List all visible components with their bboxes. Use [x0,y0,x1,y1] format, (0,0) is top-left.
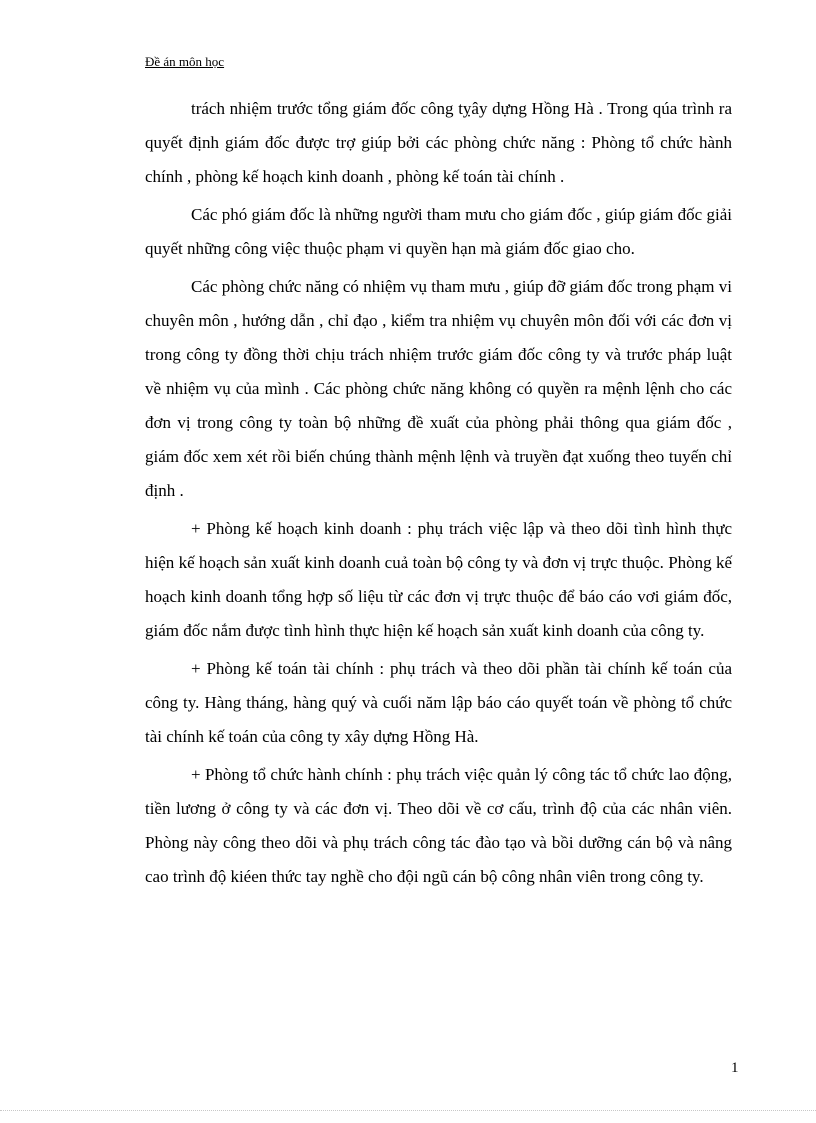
paragraph-business-planning: + Phòng kế hoạch kinh doanh : phụ trách việc lập và theo dõi tình hình thực hiện kế hoạch sản xuất kinh doanh cuả toàn bộ công ty và đơn vị trực thuộc. Phòng kế hoạch kinh doanh tổng hợp số liệu từ các đơn vị trực thuộc để báo cáo vơi giám đốc, giám đốc nắm được tình hình thực hiện kế hoạch sản xuất kinh doanh của công ty. [145,519,732,640]
page-number: 1 [731,1060,739,1076]
paragraph-continuation: trách nhiệm trước tổng giám đốc công tỵây dựng Hồng Hà . Trong qúa trình ra quyết định giám đốc được trợ giúp bởi các phòng chức năng : Phòng tổ chức hành chính , phòng kế hoạch kinh doanh , phòng kế toán tài chính . [145,99,732,186]
paragraph-deputy-directors: Các phó giám đốc là những người tham mưu cho giám đốc , giúp giám đốc giải quyết những công việc thuộc phạm vi quyền hạn mà giám đốc giao cho. [145,205,732,258]
paragraph-administration: + Phòng tổ chức hành chính : phụ trách việc quản lý công tác tổ chức lao động, tiền lương ở công ty và các đơn vị. Theo dõi về cơ cấu, trình độ của các nhân viên. Phòng này công theo dõi và phụ trách công tác đào tạo và bồi dưỡng cán bộ và nâng cao trình độ kiéen thức tay nghề cho đội ngũ cán bộ công nhân viên trong công ty. [145,765,732,886]
document-body [145,92,732,894]
paragraph-functional-departments: Các phòng chức năng có nhiệm vụ tham mưu , giúp đỡ giám đốc trong phạm vi chuyên môn , hướng dẫn , chỉ đạo , kiểm tra nhiệm vụ chuyên môn đối với các đơn vị trong công ty đồng thời chịu trách nhiệm trước giám đốc công ty và trước pháp luật về nhiệm vụ của mình . Các phòng chức năng không có quyền ra mệnh lệnh cho các đơn vị trong công ty toàn bộ những đề xuất của phòng phải thông qua giám đốc , giám đốc xem xét rồi biến chúng thành mệnh lệnh và truyền đạt xuống theo tuyến chỉ định . [145,277,732,500]
document-header: Đề án môn học [145,54,225,69]
page-bottom-divider [0,1110,816,1111]
paragraph-finance-accounting: + Phòng kế toán tài chính : phụ trách và theo dõi phần tài chính kế toán của công ty. Hàng tháng, hàng quý và cuối năm lập báo cáo quyết toán về phòng tổ chức tài chính kế toán của công ty xây dựng Hồng Hà. [145,659,732,746]
